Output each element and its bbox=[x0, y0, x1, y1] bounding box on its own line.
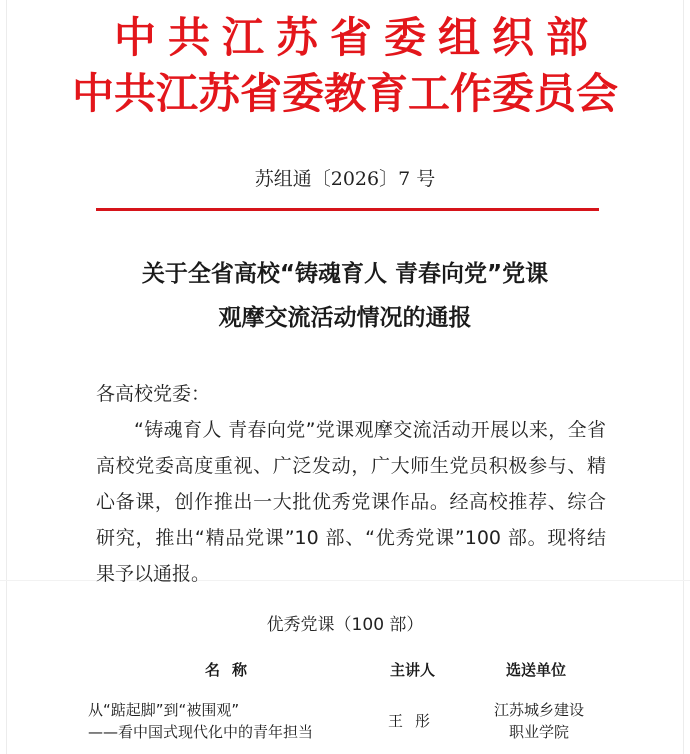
lesson-name-cell bbox=[88, 699, 313, 743]
body-paragraph: “铸魂育人 青春向党”党课观摩交流活动开展以来，全省高校党委高度重视、广泛发动，广大师生党员积极参与、精心备课，创作推出一大批优秀党课作品。经高校推荐、综合研究，推出“精品党课”10 部、“优秀党课”100 部。现将结果予以通报。 bbox=[96, 419, 606, 585]
document-title-line-2: 观摩交流活动情况的通报 bbox=[218, 305, 472, 331]
unit-line-1: 江苏城乡建设 bbox=[493, 701, 584, 719]
table-caption: 优秀党课（100 部） bbox=[266, 615, 424, 635]
document-number: 苏组通〔2026〕7 号 bbox=[254, 168, 436, 190]
unit-cell bbox=[484, 699, 594, 743]
unit-line-2: 职业学院 bbox=[508, 723, 569, 741]
column-header-speaker: 主讲人 bbox=[390, 661, 436, 679]
column-header-name: 名称 bbox=[205, 661, 260, 679]
issuing-org-1: 中共江苏省委组织部 bbox=[113, 13, 600, 62]
document-title-line-1: 关于全省高校“铸魂育人 青春向党”党课 bbox=[141, 261, 549, 287]
column-header-unit: 选送单位 bbox=[506, 661, 567, 679]
lesson-name-line-2: ——看中国式现代化中的青年担当 bbox=[88, 723, 314, 741]
issuing-org-2: 中共江苏省委教育工作委员会 bbox=[71, 69, 618, 118]
speaker-cell: 王彤 bbox=[388, 712, 443, 730]
salutation: 各高校党委： bbox=[96, 383, 211, 405]
lesson-name-line-1: 从“踮起脚”到“被围观” bbox=[88, 701, 240, 719]
red-header-divider bbox=[96, 208, 599, 211]
